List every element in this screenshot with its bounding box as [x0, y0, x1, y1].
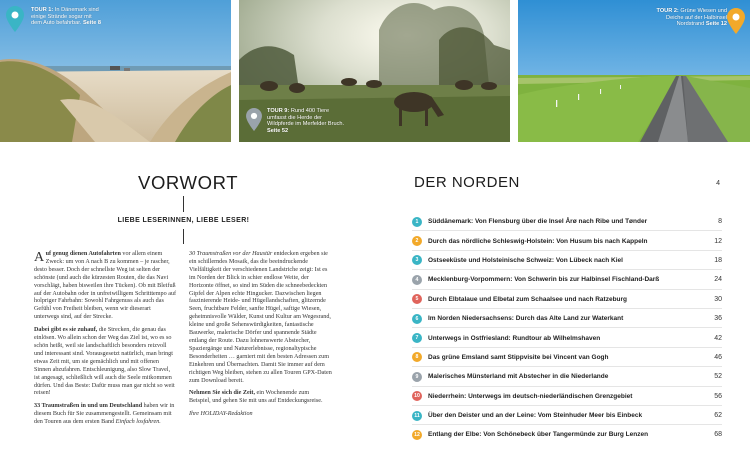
tour-2-caption [645, 8, 727, 28]
vorwort-paragraph-1 [34, 251, 177, 322]
tour-page-number: 12 [714, 237, 722, 245]
tour-2-caption-page: Seite 12 [705, 21, 727, 28]
toc-item[interactable] [412, 270, 722, 289]
section-title-der-norden: DER NORDEN [414, 174, 520, 191]
tour-number-badge: 8 [412, 352, 422, 362]
toc-item[interactable] [412, 406, 722, 425]
toc-item[interactable] [412, 425, 722, 444]
tour-title: Im Norden Niedersachsens: Durch das Alte Land zur Waterkant [428, 315, 624, 323]
toc-item[interactable] [412, 387, 722, 406]
tour-2-caption-text: Grüne Wiesen und Deiche auf der Halbinsel Nordstrand [666, 8, 727, 28]
tour-title: Malerisches Münsterland mit Abstecher in die Niederlande [428, 373, 609, 381]
vorwort-divider-bottom [183, 229, 184, 244]
vorwort-p3-text: haben wir in diesem Buch für Sie zusammengestellt. Gemeinsam mit den Touren aus dem ersten Band [34, 403, 175, 426]
tour-page-number: 52 [714, 373, 722, 381]
tour-page-number: 36 [714, 315, 722, 323]
tour-page-number: 8 [718, 218, 722, 226]
toc-item[interactable] [412, 348, 722, 367]
toc-item[interactable] [412, 212, 722, 231]
tour-9-caption-text: Rund 400 Tiere umfasst die Herde der Wildpferde im Merfelder Bruch. [267, 108, 345, 128]
vorwort-divider-top [183, 196, 184, 212]
tour-1-caption-bold: TOUR 1: [31, 7, 54, 13]
tour-page-number: 24 [714, 276, 722, 284]
vorwort-text-column-2 [189, 251, 332, 424]
tour-title: Süddänemark: Von Flensburg über die Insel Årø nach Ribe und Tønder [428, 218, 648, 226]
tour-1-pin-icon [6, 6, 24, 37]
vorwort-paragraph-4 [189, 251, 332, 385]
dropcap-letter: A [34, 250, 45, 265]
vorwort-p4-book-title: 30 Traumstraßen vor der Haustür [189, 251, 273, 257]
vorwort-paragraph-3 [34, 403, 177, 427]
tour-number-badge: 10 [412, 391, 422, 401]
tour-title: Niederrhein: Unterwegs im deutsch-niederländischen Grenzgebiet [428, 392, 633, 400]
tour-number-badge: 3 [412, 255, 422, 265]
tour-number-badge: 7 [412, 333, 422, 343]
tour-number-badge: 1 [412, 217, 422, 227]
vorwort-subtitle: LIEBE LESERINNEN, LIEBE LESER! [117, 217, 250, 224]
tour-page-number: 62 [714, 412, 722, 420]
section-page-number[interactable]: 4 [716, 180, 720, 187]
tour-title: Mecklenburg-Vorpommern: Von Schwerin bis zur Halbinsel Fischland-Darß [428, 276, 660, 284]
tour-number-badge: 12 [412, 430, 422, 440]
vorwort-p5-text: ein Wochenende zum Beispiel, und gehen Sie mit uns auf Entdeckungsreise. [189, 390, 323, 405]
vorwort-p1-lead: uf genug dienen Autofahrten [45, 251, 121, 257]
tour-number-badge: 4 [412, 275, 422, 285]
toc-item[interactable] [412, 231, 722, 250]
tour-title: Über den Deister und an der Leine: Vom Steinhuder Meer bis Einbeck [428, 412, 643, 420]
toc-item[interactable] [412, 367, 722, 386]
tour-title: Das grüne Emsland samt Stippvisite bei Vincent van Gogh [428, 353, 609, 361]
tour-title: Durch Elbtalaue und Elbetal zum Schaalsee und nach Ratzeburg [428, 295, 628, 303]
tour-1-caption [31, 7, 101, 27]
vorwort-p1-text: vor allem einem Zweck: um von A nach B zu kommen – je rascher, desto besser. Doch der schnellste Weg ist selten der schönste (und auch die kürzesten Routen, die das Navi vorschlägt, haben bisweilen ihre Tücken). Ob mit Bleifuß auf der Autobahn oder in unfreiwilligem Schritttempo auf holpriger Fahrbahn: Sowohl Fahrgenuss als auch das Gefühl von Freiheit bleiben, wenn wir dieserart unterwegs sind, auf der Strecke. [34, 251, 177, 321]
tour-title: Entlang der Elbe: Von Schönebeck über Tangermünde zur Burg Lenzen [428, 431, 649, 439]
tour-title: Unterwegs in Ostfriesland: Rundtour ab Wilhelmshaven [428, 334, 601, 342]
tour-1-caption-page: Seite 8 [82, 20, 101, 27]
toc-item[interactable] [412, 251, 722, 270]
tour-number-badge: 6 [412, 314, 422, 324]
vorwort-p2-lead: Dabei gibt es sie zuhauf, [34, 327, 98, 334]
tour-number-badge: 9 [412, 372, 422, 382]
table-of-contents [412, 212, 722, 445]
tour-1-caption-text: In Dänemark sind einige Strände sogar mit dem Auto befahrbar. [31, 7, 99, 27]
vorwort-paragraph-5 [189, 390, 332, 406]
tour-title: Durch das nördliche Schleswig-Holstein: Von Husum bis nach Kappeln [428, 237, 648, 245]
vorwort-p3-book-title: Einfach losfahren. [115, 419, 161, 426]
tour-2-pin-icon [727, 8, 745, 39]
tour-title: Ostseeküste und Holsteinische Schweiz: Von Lübeck nach Kiel [428, 256, 623, 264]
tour-number-badge: 5 [412, 294, 422, 304]
tour-2-caption-bold: TOUR 2: [656, 8, 679, 14]
tour-9-caption-bold: TOUR 9: [267, 108, 290, 114]
tour-page-number: 68 [714, 431, 722, 439]
tour-9-caption [267, 108, 349, 134]
toc-item[interactable] [412, 309, 722, 328]
tour-page-number: 30 [714, 295, 722, 303]
tour-number-badge: 11 [412, 411, 422, 421]
toc-item[interactable] [412, 328, 722, 347]
vorwort-p3-lead: 33 Traumstraßen in und um Deutschland [34, 403, 143, 410]
vorwort-paragraph-2 [34, 327, 177, 398]
vorwort-p4-text: entdecken ergeben sie ein schillerndes Mosaik, das die beeindruckende Vielfältigkeit der verschiedenen Landstriche zeigt: Ist es im Norden der Blick in schier endlose Weite, der Horizonte öffnet, so sind im Süden die schneebedeckten Gipfel der Alpen echte Hingucker. Dazwischen liegen faszinierende Heide- und Hügellandschaften, glitzernde Seen, fruchtbare Felder, sanfte Hügel, saftige Wiesen, geheimnisvolle Wälder, Kunst und Kultur am Wegesrand, kleine und große Sehenswürdigkeiten, fantastische Bauwerke, malerische Dörfer und spannende Städte entlang der Route. Dazu lohnenswerte Abstecher, Spaziergänge und Naturerlebnisse, regionaltypische Besonderheiten … garniert mit den besten Adressen zum Einkehren und Übernachten. Damit Sie immer auf dem richtigen Weg bleiben, stehen zu allen Touren GPX-Daten zum Download bereit. [189, 251, 332, 384]
vorwort-p2-text: die Strecken, die genau das einlösen. Wo allein schon der Weg das Ziel ist, wo es so schön heißt, weil sie landschaftlich besonders reizvoll und interessant sind. Vorausgesetzt natürlich, man bringt etwas Zeit mit, um sie gemächlich und mit offenen Sinnen abzufahren. Entschleunigung, also Slow Travel, ist angesagt, schließlich will auch die Seele mitkommen dürfen. Und das Beste: Dafür muss man gar nicht so weit reisen! [34, 327, 175, 397]
vorwort-title: VORWORT [138, 172, 239, 193]
tour-page-number: 18 [714, 256, 722, 264]
tour-number-badge: 2 [412, 236, 422, 246]
tour-page-number: 42 [714, 334, 722, 342]
vorwort-text-column-1 [34, 251, 177, 432]
vorwort-signature: Ihre HOLIDAY-Redaktion [189, 411, 253, 418]
tour-page-number: 46 [714, 353, 722, 361]
toc-item[interactable] [412, 290, 722, 309]
tour-9-caption-page: Seite 52 [267, 127, 289, 134]
tour-page-number: 56 [714, 392, 722, 400]
vorwort-p5-lead: Nehmen Sie sich die Zeit, [189, 390, 256, 397]
tour-9-pin-icon [246, 108, 262, 136]
